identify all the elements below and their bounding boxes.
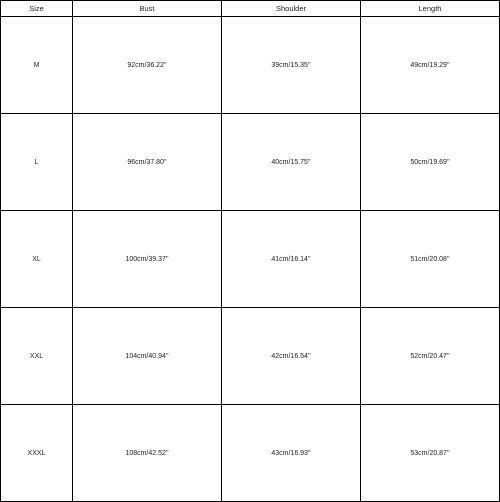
shoulder-cell: 39cm/15.35'' xyxy=(222,17,361,114)
table-header xyxy=(1,1,500,17)
length-cell: 53cm/20.87'' xyxy=(361,405,500,502)
table-row xyxy=(1,308,500,405)
bust-cell: 104cm/40.94'' xyxy=(73,308,222,405)
size-cell: M xyxy=(1,17,73,114)
shoulder-cell: 41cm/16.14'' xyxy=(222,211,361,308)
size-cell: XXXL xyxy=(1,405,73,502)
header-shoulder: Shoulder xyxy=(222,1,361,17)
header-length: Length xyxy=(361,1,500,17)
bust-cell: 108cm/42.52'' xyxy=(73,405,222,502)
length-cell: 51cm/20.08'' xyxy=(361,211,500,308)
bust-cell: 92cm/36.22'' xyxy=(73,17,222,114)
table-row xyxy=(1,211,500,308)
size-cell: L xyxy=(1,114,73,211)
bust-cell: 96cm/37.80'' xyxy=(73,114,222,211)
header-row xyxy=(1,1,500,17)
header-size: Size xyxy=(1,1,73,17)
shoulder-cell: 40cm/15.75'' xyxy=(222,114,361,211)
table-row xyxy=(1,17,500,114)
size-cell: XL xyxy=(1,211,73,308)
table-row xyxy=(1,405,500,502)
shoulder-cell: 42cm/16.54'' xyxy=(222,308,361,405)
length-cell: 52cm/20.47'' xyxy=(361,308,500,405)
size-cell: XXL xyxy=(1,308,73,405)
table-row xyxy=(1,114,500,211)
length-cell: 49cm/19.29'' xyxy=(361,17,500,114)
header-bust: Bust xyxy=(73,1,222,17)
length-cell: 50cm/19.69'' xyxy=(361,114,500,211)
shoulder-cell: 43cm/16.93'' xyxy=(222,405,361,502)
bust-cell: 100cm/39.37'' xyxy=(73,211,222,308)
table-body xyxy=(1,17,500,502)
